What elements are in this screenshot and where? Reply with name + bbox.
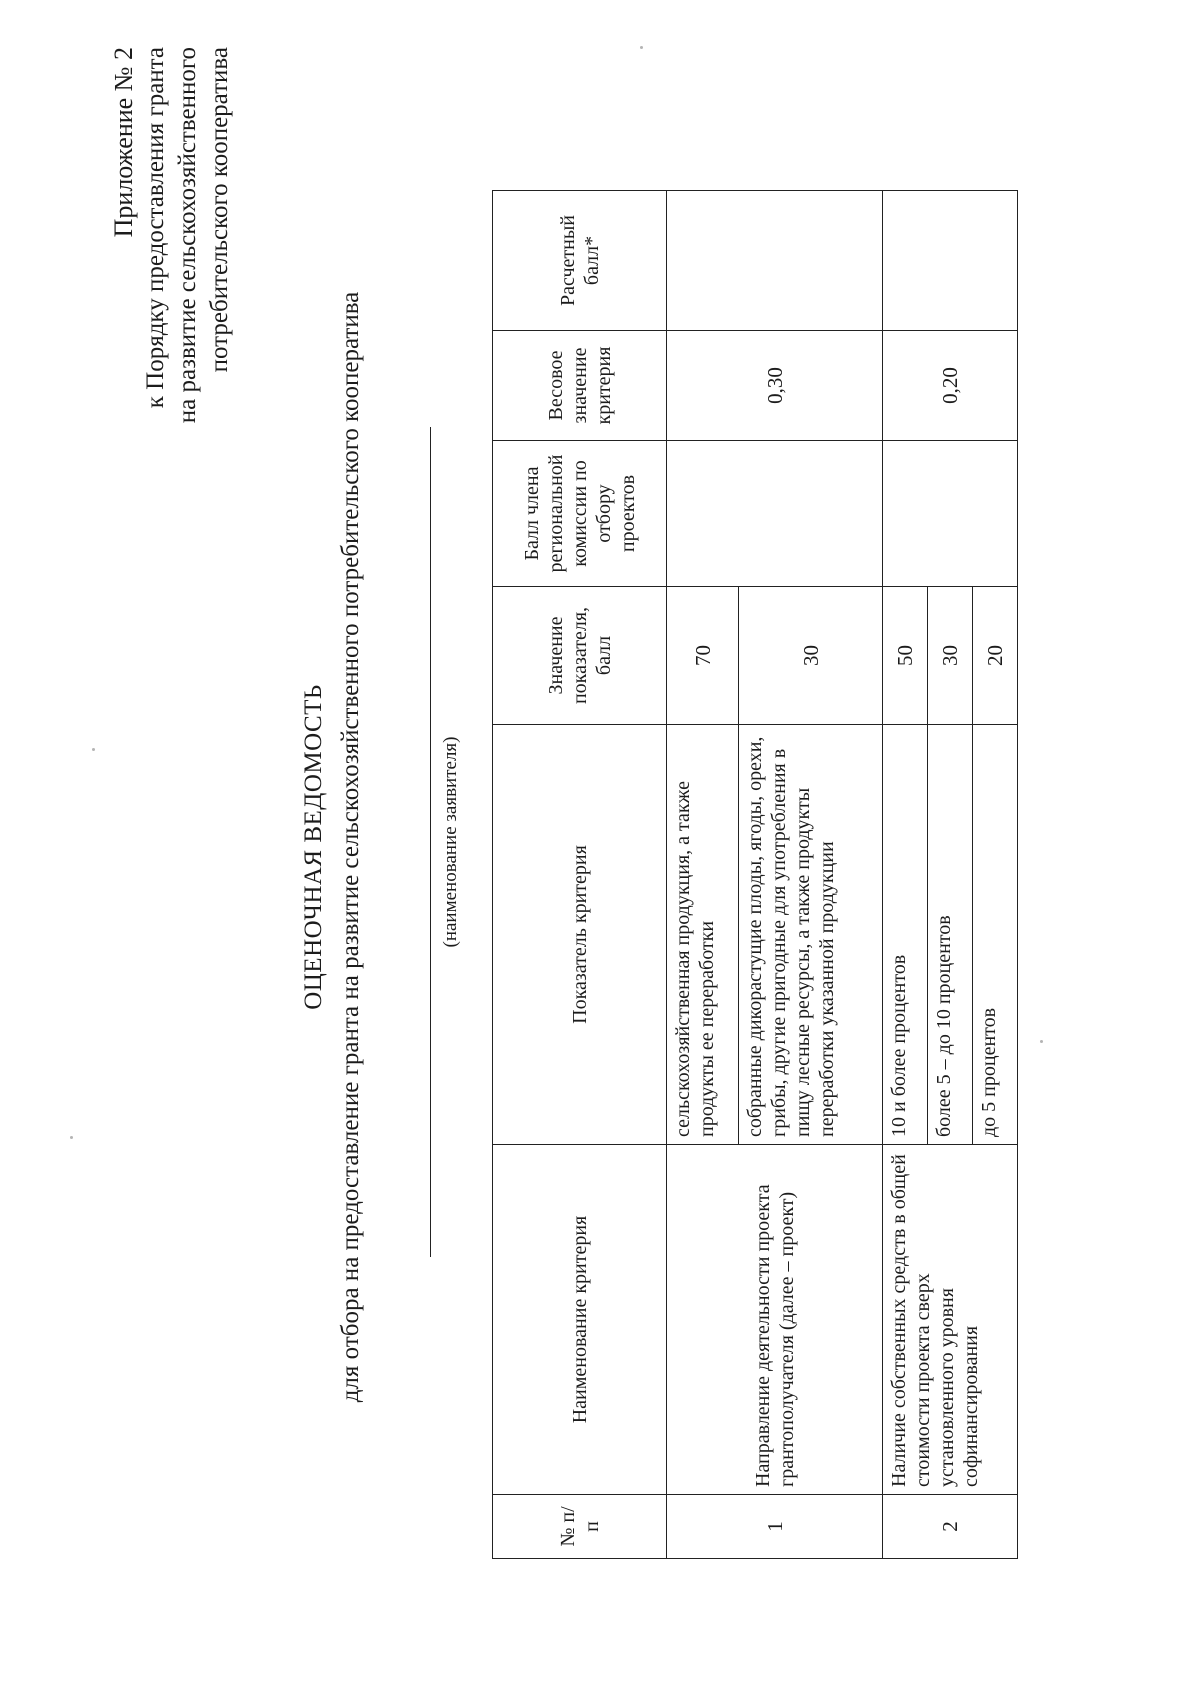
criterion-2-indicator-3: до 5 процентов [973,725,1018,1145]
header-indicator: Показатель критерия [493,725,667,1145]
criterion-2-calc-score [883,191,1018,331]
criterion-2-member-score [883,441,1018,587]
header-num: № п/п [493,1495,667,1559]
criterion-2-num: 2 [883,1495,1018,1559]
criterion-2-value-3: 20 [973,587,1018,725]
appendix-ref-line: потребительского кооператива [206,47,233,373]
criterion-1-num: 1 [667,1495,883,1559]
appendix-ref-line: на развитие сельскохозяйственного [174,47,201,424]
criterion-1-calc-score [667,191,883,331]
criterion-2-indicator-2: более 5 – до 10 процентов [928,725,973,1145]
criterion-2-name: Наличие собственных средств в общей стоимости проекта сверх установленного уровня софинансирования [883,1145,1018,1495]
table-row [667,191,739,1559]
header-member-score: Балл члена региональной комиссии по отбору проектов [493,441,667,587]
criterion-1-indicator-2: собранные дикорастущие плоды, ягоды, орехи, грибы, другие пригодные для употребления в пищу лесные ресурсы, а также продукты переработки указанной продукции [739,725,883,1145]
criterion-1-value-1: 70 [667,587,739,725]
criterion-1-value-2: 30 [739,587,883,725]
criterion-2-value-2: 30 [928,587,973,725]
header-criterion-name: Наименование критерия [493,1145,667,1495]
header-value: Значение показателя, балл [493,587,667,725]
criterion-1-weight: 0,30 [667,331,883,441]
criterion-2-weight: 0,20 [883,331,1018,441]
document-subtitle: для отбора на предоставление гранта на развитие сельскохозяйственного потребительского кооператива [337,291,364,1403]
criterion-2-value-1: 50 [883,587,928,725]
table-header-row [493,191,667,1559]
header-calc-score: Расчетный балл* [493,191,667,331]
criterion-1-name: Направление деятельности проекта грантополучателя (далее – проект) [667,1145,883,1495]
applicant-name-caption: (наименование заявителя) [440,736,461,948]
table-row [883,191,928,1559]
applicant-name-line [430,427,431,1257]
appendix-header [108,47,236,607]
header-weight: Весовое значение критерия [493,331,667,441]
appendix-number: Приложение № 2 [109,47,138,238]
criterion-1-member-score [667,441,883,587]
document-title: ОЦЕНОЧНАЯ ВЕДОМОСТЬ [300,684,327,1010]
criterion-1-indicator-1: сельскохозяйственная продукция, а также продукты ее переработки [667,725,739,1145]
criterion-2-indicator-1: 10 и более процентов [883,725,928,1145]
appendix-ref-line: к Порядку предоставления гранта [142,47,169,409]
evaluation-table [492,190,1018,1559]
